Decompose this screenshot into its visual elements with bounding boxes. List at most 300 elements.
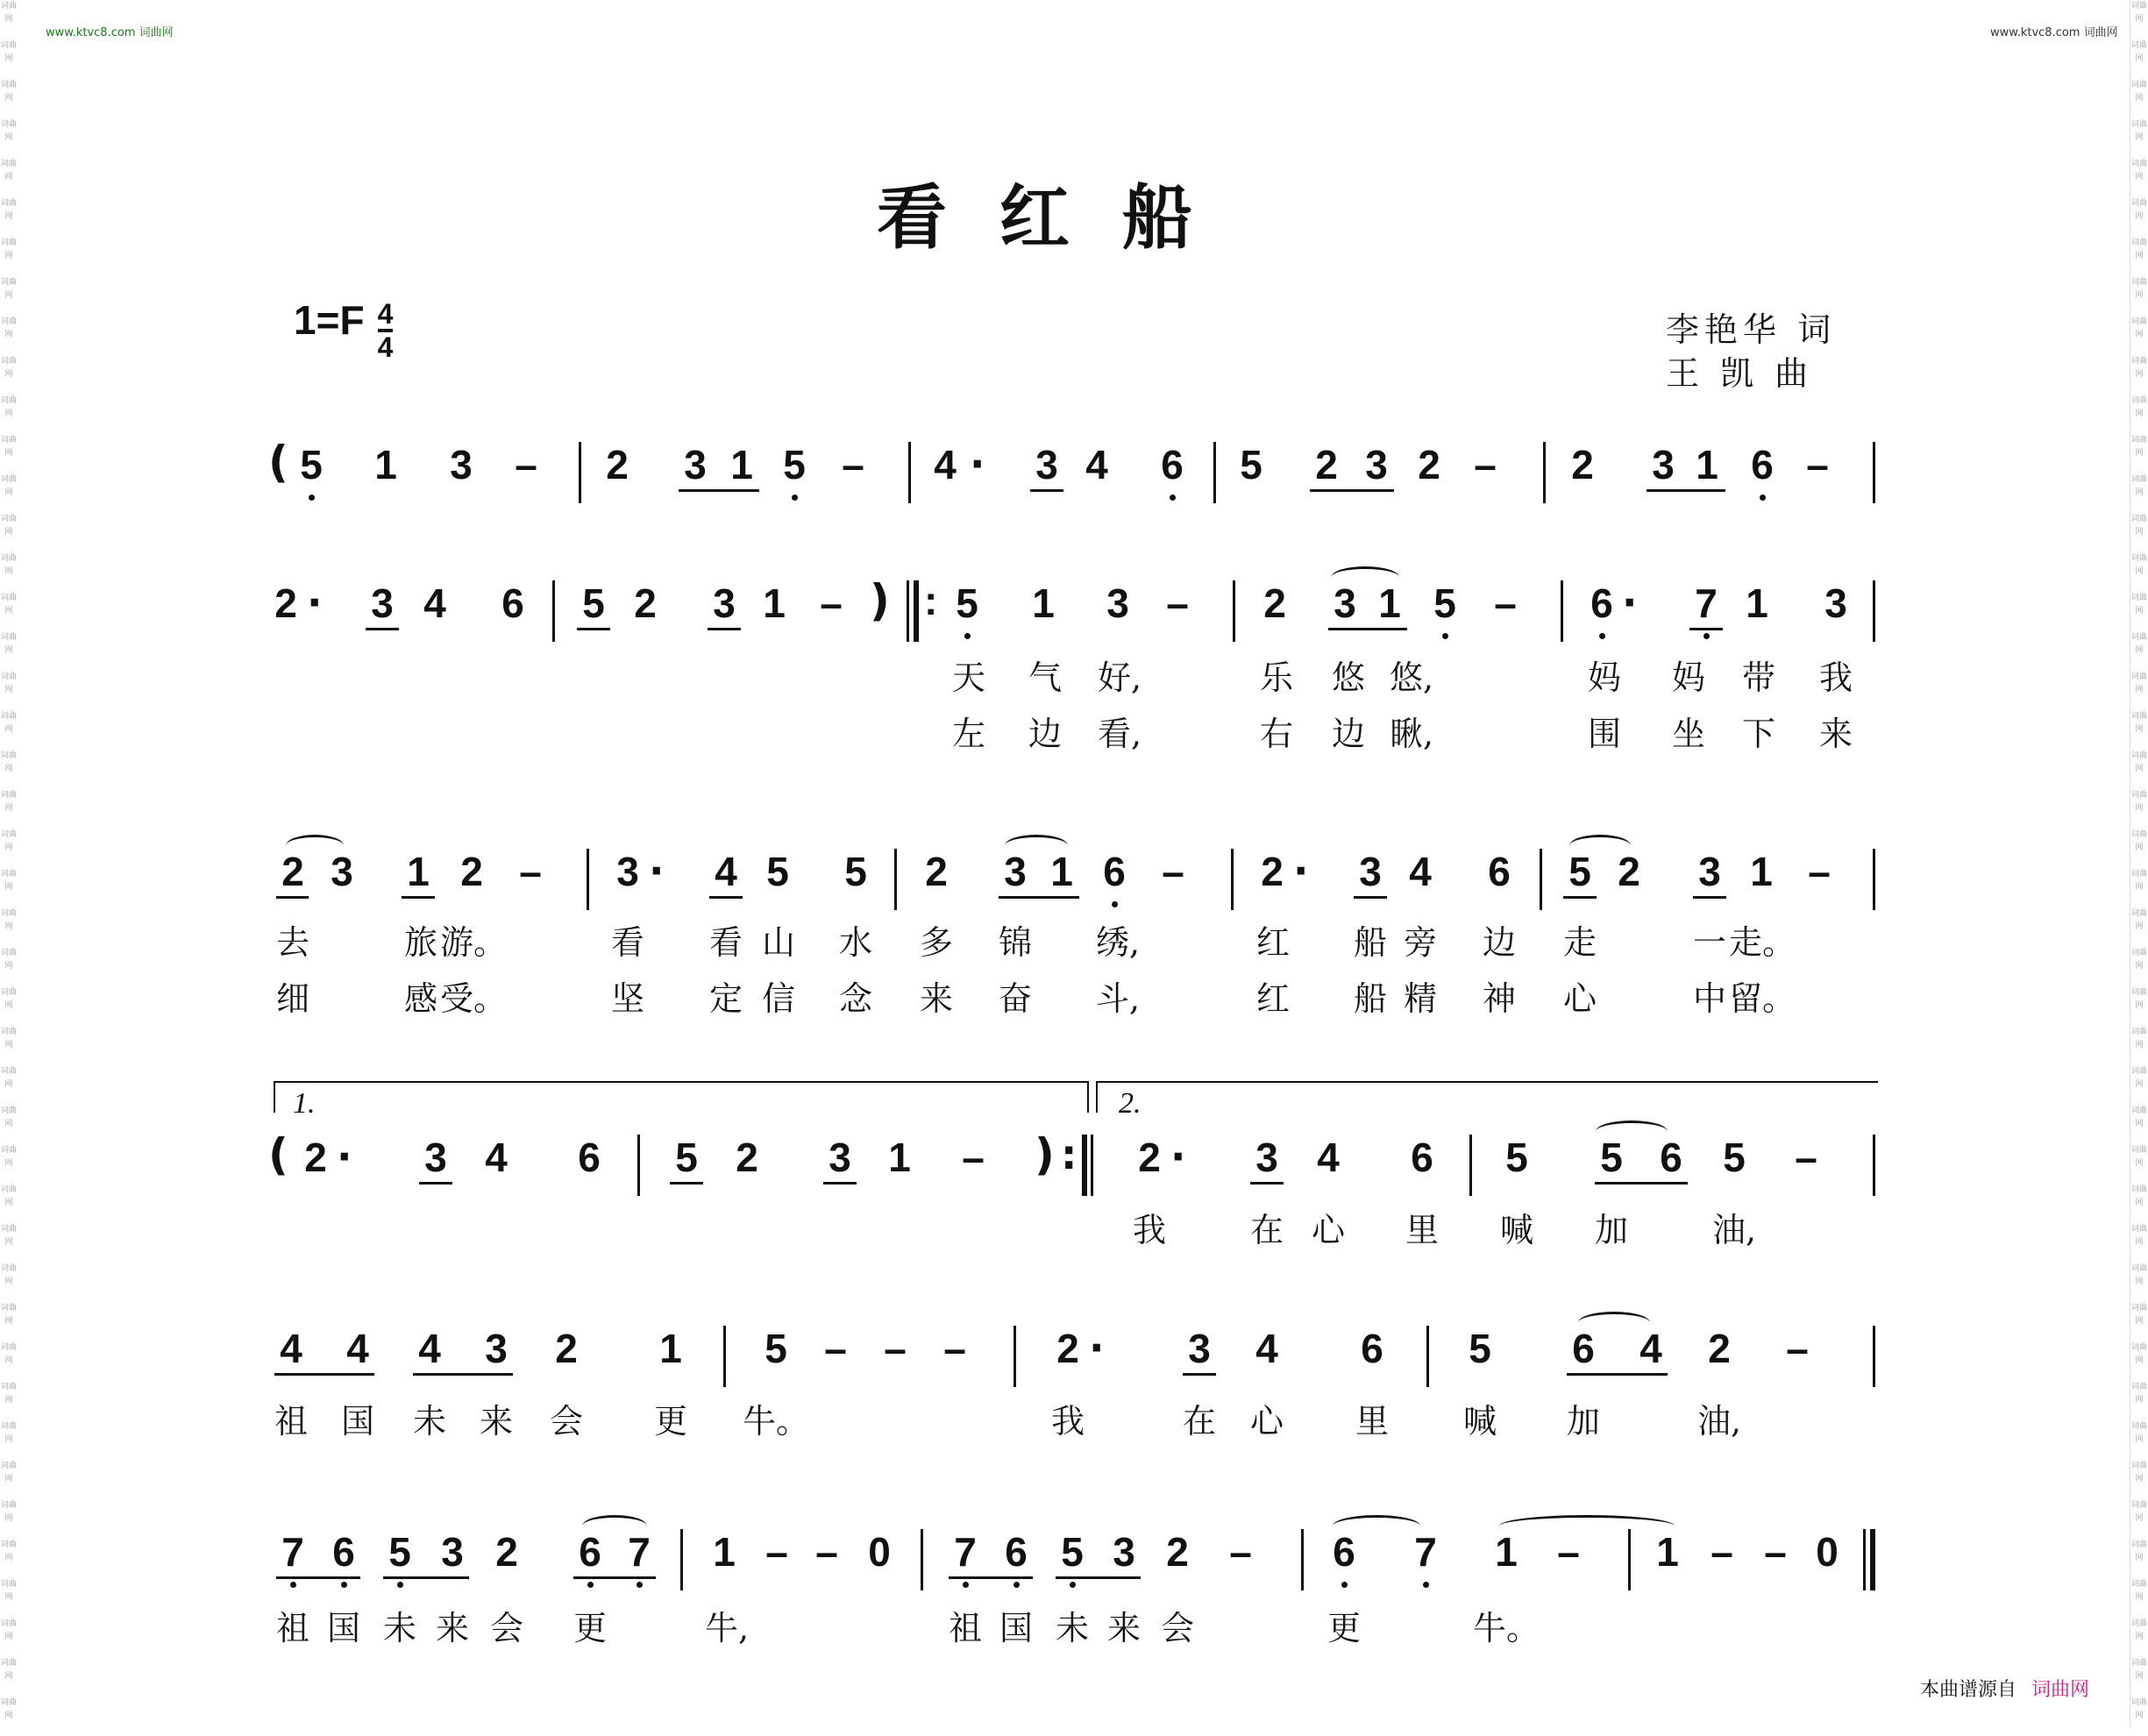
- note: 2: [274, 580, 297, 626]
- note: 5: [1723, 1135, 1746, 1180]
- lyric-char: 中: [1692, 979, 1727, 1018]
- side-watermark-text: 词曲网: [2130, 1619, 2147, 1641]
- side-watermark-text: 词曲网: [0, 278, 17, 300]
- lyric-char: 边: [1331, 715, 1366, 753]
- repeat-dots: :: [924, 578, 938, 623]
- note: 2: [1166, 1529, 1189, 1575]
- volta-label: 2.: [1119, 1087, 1142, 1120]
- watermark-brand: 词曲网: [139, 26, 174, 39]
- lyric-char: 我: [1818, 658, 1853, 697]
- paren: ): [1035, 1129, 1055, 1180]
- time-signature-top: 4: [377, 297, 394, 330]
- dot: ·: [1293, 847, 1309, 894]
- note: 3: [1255, 1135, 1278, 1180]
- beam-underline: [577, 628, 610, 630]
- lyric-char: 加: [1594, 1211, 1629, 1249]
- lyric-char: 在: [1249, 1211, 1284, 1249]
- note: 1: [763, 580, 786, 626]
- time-signature-bottom: 4: [377, 331, 394, 363]
- side-watermark-text: 词曲网: [0, 751, 17, 773]
- note: 3: [1365, 442, 1388, 487]
- note: 2: [634, 580, 657, 626]
- side-watermark-text: 词曲网: [2130, 2, 2147, 24]
- barline: [1014, 1326, 1016, 1387]
- note: 4: [423, 580, 446, 626]
- note: 1: [1032, 580, 1055, 626]
- note: 5: [388, 1529, 411, 1575]
- note: 7: [1695, 580, 1718, 626]
- lyric-char: 围: [1587, 715, 1622, 753]
- lyric-char: 会: [549, 1402, 584, 1441]
- octave-dot: [1703, 633, 1710, 639]
- beam-underline: [1689, 628, 1723, 630]
- beam-underline: [274, 1373, 374, 1376]
- lyric-char: 来: [919, 979, 954, 1018]
- note: 4: [934, 442, 957, 487]
- lyric-char: 在: [1182, 1402, 1217, 1441]
- side-watermark-text: 词曲网: [0, 160, 17, 181]
- side-watermark-text: 词曲网: [0, 1225, 17, 1247]
- lyric-char: 边: [1482, 923, 1517, 962]
- side-watermark-text: 词曲网: [2130, 1067, 2147, 1089]
- side-watermark-text: 词曲网: [2130, 1540, 2147, 1562]
- octave-dot: [397, 1582, 403, 1588]
- barline: [1628, 1529, 1631, 1590]
- side-watermark-text: 词曲网: [0, 1264, 17, 1286]
- note: 0: [1816, 1529, 1839, 1575]
- side-watermark-text: 词曲网: [2130, 515, 2147, 537]
- beam-underline: [573, 1576, 656, 1579]
- note: 1: [1495, 1529, 1518, 1575]
- note: 5: [783, 442, 806, 487]
- side-watermark-text: 词曲网: [0, 830, 17, 852]
- lyric-char: 受。: [439, 979, 508, 1018]
- octave-dot: [637, 1582, 643, 1588]
- barline: [1873, 442, 1875, 503]
- lyric-char: 看: [708, 923, 743, 962]
- side-watermark-text: 词曲网: [2130, 830, 2147, 852]
- lyric-char: 好,: [1097, 658, 1142, 697]
- barline: [1231, 849, 1234, 910]
- note: –: [1711, 1529, 1733, 1575]
- note: 5: [1469, 1326, 1491, 1371]
- side-watermark-text: 词曲网: [2130, 396, 2147, 418]
- beam-underline: [709, 896, 743, 899]
- dot: ·: [649, 847, 665, 894]
- note: –: [765, 1529, 788, 1575]
- lyric-char: 坐: [1671, 715, 1706, 753]
- key-signature-block: [294, 296, 394, 363]
- side-watermark-text: 词曲网: [2130, 199, 2147, 221]
- side-watermark-text: 词曲网: [0, 1462, 17, 1483]
- note: 3: [1035, 442, 1058, 487]
- note: 5: [300, 442, 323, 487]
- beam-underline: [1030, 489, 1063, 492]
- note: 6: [1333, 1529, 1355, 1575]
- note: 2: [606, 442, 629, 487]
- side-watermark-text: 词曲网: [2130, 1146, 2147, 1168]
- note: 4: [280, 1326, 302, 1371]
- octave-dot: [309, 494, 315, 501]
- lyric-char: 未: [412, 1402, 447, 1441]
- beam-underline: [1354, 896, 1387, 899]
- source-brand: 词曲网: [2031, 1679, 2090, 1701]
- left-watermark-strip: [0, 0, 18, 1729]
- note: 6: [1590, 580, 1613, 626]
- lyric-char: 悠: [1331, 658, 1366, 697]
- side-watermark-text: 词曲网: [2130, 1264, 2147, 1286]
- beam-underline: [949, 1576, 1033, 1579]
- lyric-char: 带: [1741, 658, 1776, 697]
- lyric-char: 妈: [1587, 658, 1622, 697]
- source-text: 本曲谱源自: [1920, 1679, 2017, 1701]
- note: 2: [1315, 442, 1338, 487]
- beam-underline: [1310, 489, 1394, 492]
- lyric-char: 绣,: [1095, 923, 1141, 962]
- note: 5: [582, 580, 605, 626]
- lyric-char: 红: [1255, 923, 1291, 962]
- lyric-char: 心: [1249, 1402, 1284, 1441]
- lyric-char: 坚: [610, 979, 645, 1018]
- side-watermark-text: 词曲网: [0, 909, 17, 931]
- side-watermark-text: 词曲网: [2130, 238, 2147, 260]
- side-watermark-text: 词曲网: [0, 1343, 17, 1365]
- lyric-char: 气: [1028, 658, 1063, 697]
- side-watermark-text: 词曲网: [2130, 672, 2147, 694]
- final-barline: [1870, 1529, 1875, 1590]
- note: –: [1474, 442, 1497, 487]
- side-watermark-text: 词曲网: [0, 515, 17, 537]
- lyric-char: 我: [1050, 1402, 1085, 1441]
- note: 5: [1433, 580, 1456, 626]
- lyric-char: 更: [573, 1609, 608, 1647]
- lyric-char: 祖: [274, 1402, 309, 1441]
- note: 6: [1161, 442, 1184, 487]
- note: 4: [715, 849, 737, 894]
- octave-dot: [290, 1582, 296, 1588]
- side-watermark-text: 词曲网: [0, 41, 17, 63]
- note: 5: [1568, 849, 1591, 894]
- thin-bar: [907, 580, 909, 642]
- side-watermark-text: 词曲网: [2130, 1304, 2147, 1326]
- lyric-char: 祖: [275, 1609, 310, 1647]
- lyric-char: 精: [1403, 979, 1438, 1018]
- lyric-char: 喊: [1499, 1211, 1534, 1249]
- lyric-char: 更: [1326, 1609, 1362, 1647]
- barline: [908, 442, 911, 503]
- note: 2: [1618, 849, 1640, 894]
- lyric-char: 油,: [1696, 1402, 1742, 1441]
- beam-underline: [1647, 489, 1725, 492]
- note: –: [1229, 1529, 1252, 1575]
- lyric-char: 奋: [998, 979, 1033, 1018]
- octave-dot: [1760, 494, 1766, 501]
- lyric-char: 瞅,: [1389, 715, 1434, 753]
- side-watermark-text: 词曲网: [2130, 1383, 2147, 1405]
- beam-underline: [670, 1182, 703, 1185]
- beam-underline: [1183, 1373, 1216, 1376]
- thin-bar: [1082, 1135, 1087, 1196]
- side-watermark-text: 词曲网: [2130, 1580, 2147, 1602]
- note: 7: [628, 1529, 651, 1575]
- note: 3: [829, 1135, 851, 1180]
- barline: [1301, 1529, 1304, 1590]
- note: –: [1806, 442, 1829, 487]
- side-watermark-text: 词曲网: [2130, 909, 2147, 931]
- side-watermark-text: 词曲网: [0, 1540, 17, 1562]
- side-watermark-text: 词曲网: [0, 870, 17, 892]
- note: 6: [1103, 849, 1126, 894]
- side-watermark-text: 词曲网: [2130, 120, 2147, 142]
- barline: [1873, 580, 1875, 642]
- lyric-char: 国: [326, 1609, 361, 1647]
- watermark-site: www.ktvc8.com: [1990, 26, 2080, 39]
- note: 7: [281, 1529, 304, 1575]
- side-watermark-text: 词曲网: [2130, 1501, 2147, 1523]
- note: 3: [616, 849, 639, 894]
- side-watermark-text: 词曲网: [0, 120, 17, 142]
- side-watermark-text: 词曲网: [2130, 1659, 2147, 1681]
- side-watermark-text: 词曲网: [0, 791, 17, 813]
- lyric-char: 心: [1311, 1211, 1346, 1249]
- lyric-char: 祖: [948, 1609, 983, 1647]
- note: 0: [868, 1529, 891, 1575]
- lyric-char: 山: [761, 923, 796, 962]
- note: 3: [1698, 849, 1721, 894]
- note: –: [519, 849, 542, 894]
- beam-underline: [1567, 1373, 1668, 1376]
- note: –: [1494, 580, 1517, 626]
- side-watermark-text: 词曲网: [2130, 1698, 2147, 1720]
- lyric-char: 去: [275, 923, 310, 962]
- note: 5: [1061, 1529, 1084, 1575]
- lyric-char: 牛。: [742, 1402, 810, 1441]
- note: 3: [1824, 580, 1847, 626]
- volta-1: [274, 1081, 1089, 1113]
- note: 3: [331, 849, 353, 894]
- lyric-char: 船: [1353, 923, 1388, 962]
- octave-dot: [1070, 1582, 1076, 1588]
- note: 3: [450, 442, 473, 487]
- lyric-char: 旁: [1403, 923, 1438, 962]
- side-watermark-text: 词曲网: [0, 199, 17, 221]
- note: –: [943, 1326, 966, 1371]
- lyric-char: 未: [382, 1609, 417, 1647]
- side-watermark-text: 词曲网: [0, 1185, 17, 1207]
- right-watermark-strip: [2130, 0, 2148, 1729]
- note: 4: [1317, 1135, 1340, 1180]
- note: 2: [495, 1529, 518, 1575]
- side-watermark-text: 词曲网: [2130, 475, 2147, 497]
- note: 2: [1263, 580, 1286, 626]
- side-watermark-text: 词曲网: [0, 1146, 17, 1168]
- lyric-char: 走: [1562, 923, 1597, 962]
- side-watermark-text: 词曲网: [0, 1580, 17, 1602]
- octave-dot: [341, 1582, 347, 1588]
- barline: [1561, 580, 1563, 642]
- beam-underline: [1328, 628, 1407, 630]
- barline: [1873, 1326, 1875, 1387]
- lyric-char: 会: [489, 1609, 524, 1647]
- note: 3: [441, 1529, 464, 1575]
- dot: ·: [1170, 1133, 1186, 1180]
- lyric-char: 走。: [1728, 923, 1796, 962]
- note: 1: [1696, 442, 1718, 487]
- beam-underline: [413, 1373, 513, 1376]
- note: 5: [766, 849, 789, 894]
- watermark-site: www.ktvc8.com: [46, 26, 136, 39]
- note: –: [824, 1326, 847, 1371]
- side-watermark-text: 词曲网: [2130, 1185, 2147, 1207]
- barline: [894, 849, 897, 910]
- beam-underline: [383, 1576, 469, 1579]
- barline: [1469, 1135, 1472, 1196]
- note: 2: [1418, 442, 1440, 487]
- side-watermark-text: 词曲网: [0, 238, 17, 260]
- beam-underline: [276, 1576, 360, 1579]
- lyric-char: 神: [1482, 979, 1517, 1018]
- note: 2: [281, 849, 304, 894]
- beam-underline: [1563, 896, 1597, 899]
- lyric-char: 细: [275, 979, 310, 1018]
- note: 3: [485, 1326, 508, 1371]
- lyric-char: 来: [479, 1402, 514, 1441]
- barline: [579, 442, 581, 503]
- note: –: [1557, 1529, 1580, 1575]
- lyric-char: 里: [1405, 1211, 1440, 1249]
- lyric-char: 天: [951, 658, 986, 697]
- side-watermark-text: 词曲网: [0, 594, 17, 615]
- note: –: [962, 1135, 985, 1180]
- note: 6: [1660, 1135, 1682, 1180]
- side-watermark-text: 词曲网: [0, 1106, 17, 1128]
- side-watermark-text: 词曲网: [0, 712, 17, 734]
- note: 1: [407, 849, 430, 894]
- side-watermark-text: 词曲网: [2130, 1462, 2147, 1483]
- side-watermark-text: 词曲网: [0, 317, 17, 339]
- barline: [637, 1135, 640, 1196]
- beam-underline: [1250, 1182, 1284, 1185]
- note: 6: [1751, 442, 1774, 487]
- lyric-char: 多: [919, 923, 954, 962]
- lyric-char: 我: [1132, 1211, 1167, 1249]
- note: 1: [730, 442, 753, 487]
- lyric-char: 水: [838, 923, 873, 962]
- beam-underline: [366, 628, 399, 630]
- note: 4: [418, 1326, 441, 1371]
- side-watermark-text: 词曲网: [2130, 594, 2147, 615]
- note: 4: [485, 1135, 508, 1180]
- barline: [1873, 849, 1875, 910]
- barline: [921, 1529, 923, 1590]
- note: 1: [713, 1529, 736, 1575]
- side-watermark-text: 词曲网: [0, 1698, 17, 1720]
- side-watermark-text: 词曲网: [0, 554, 17, 576]
- barline: [1213, 442, 1216, 503]
- lyric-char: 会: [1160, 1609, 1195, 1647]
- barline: [552, 580, 555, 642]
- watermark-top-left: [46, 23, 174, 39]
- note: –: [1166, 580, 1189, 626]
- note: 1: [374, 442, 397, 487]
- note: 2: [1138, 1135, 1161, 1180]
- side-watermark-text: 词曲网: [0, 1028, 17, 1049]
- paren: (: [268, 437, 288, 487]
- side-watermark-text: 词曲网: [2130, 712, 2147, 734]
- side-watermark-text: 词曲网: [2130, 357, 2147, 379]
- side-watermark-text: 词曲网: [0, 1304, 17, 1326]
- octave-dot: [1341, 1582, 1348, 1588]
- note: 2: [736, 1135, 758, 1180]
- side-watermark-text: 词曲网: [0, 1501, 17, 1523]
- note: 4: [1255, 1326, 1278, 1371]
- key-signature: 1=F: [294, 297, 365, 343]
- octave-dot: [963, 1582, 969, 1588]
- lyric-char: 加: [1566, 1402, 1601, 1441]
- side-watermark-text: 词曲网: [0, 672, 17, 694]
- lyric-char: 喊: [1462, 1402, 1497, 1441]
- lyric-char: 乐: [1259, 658, 1294, 697]
- note: 1: [1750, 849, 1773, 894]
- lyric-char: 牛,: [704, 1609, 750, 1647]
- thin-bar: [1091, 1135, 1093, 1196]
- note: –: [1786, 1326, 1809, 1371]
- lyric-char: 更: [653, 1402, 688, 1441]
- note: 6: [579, 1529, 601, 1575]
- note: –: [515, 442, 537, 487]
- note: –: [842, 442, 864, 487]
- volta-label: 1.: [293, 1087, 316, 1120]
- note: 2: [1056, 1326, 1079, 1371]
- note: 1: [1378, 580, 1401, 626]
- note: 5: [1600, 1135, 1623, 1180]
- octave-dot: [792, 494, 798, 501]
- lyric-char: 左: [951, 715, 986, 753]
- lyric-char: 信: [761, 979, 796, 1018]
- note: –: [820, 580, 843, 626]
- side-watermark-text: 词曲网: [2130, 160, 2147, 181]
- side-watermark-text: 词曲网: [2130, 436, 2147, 458]
- octave-dot: [964, 633, 971, 639]
- note: 5: [675, 1135, 698, 1180]
- note: –: [1764, 1529, 1787, 1575]
- beam-underline: [823, 1182, 857, 1185]
- note: 3: [1652, 442, 1675, 487]
- thin-bar: [1863, 1529, 1866, 1590]
- lyric-char: 红: [1255, 979, 1291, 1018]
- note: 3: [371, 580, 394, 626]
- lyric-char: 感: [403, 979, 438, 1018]
- note: 4: [1639, 1326, 1662, 1371]
- note: 3: [1334, 580, 1356, 626]
- note: 6: [578, 1135, 601, 1180]
- note: 6: [1005, 1529, 1028, 1575]
- barline: [1426, 1326, 1429, 1387]
- lyric-char: 牛。: [1472, 1609, 1540, 1647]
- barline: [723, 1326, 726, 1387]
- beam-underline: [419, 1182, 452, 1185]
- lyric-char: 下: [1741, 715, 1776, 753]
- side-watermark-text: 词曲网: [2130, 791, 2147, 813]
- watermark-top-right: [1990, 23, 2118, 39]
- lyric-char: 国: [340, 1402, 375, 1441]
- note: 4: [346, 1326, 369, 1371]
- note: 5: [1240, 442, 1262, 487]
- lyric-char: 看,: [1097, 715, 1142, 753]
- note: 7: [954, 1529, 977, 1575]
- lyric-char: 定: [708, 979, 743, 1018]
- side-watermark-text: 词曲网: [2130, 949, 2147, 971]
